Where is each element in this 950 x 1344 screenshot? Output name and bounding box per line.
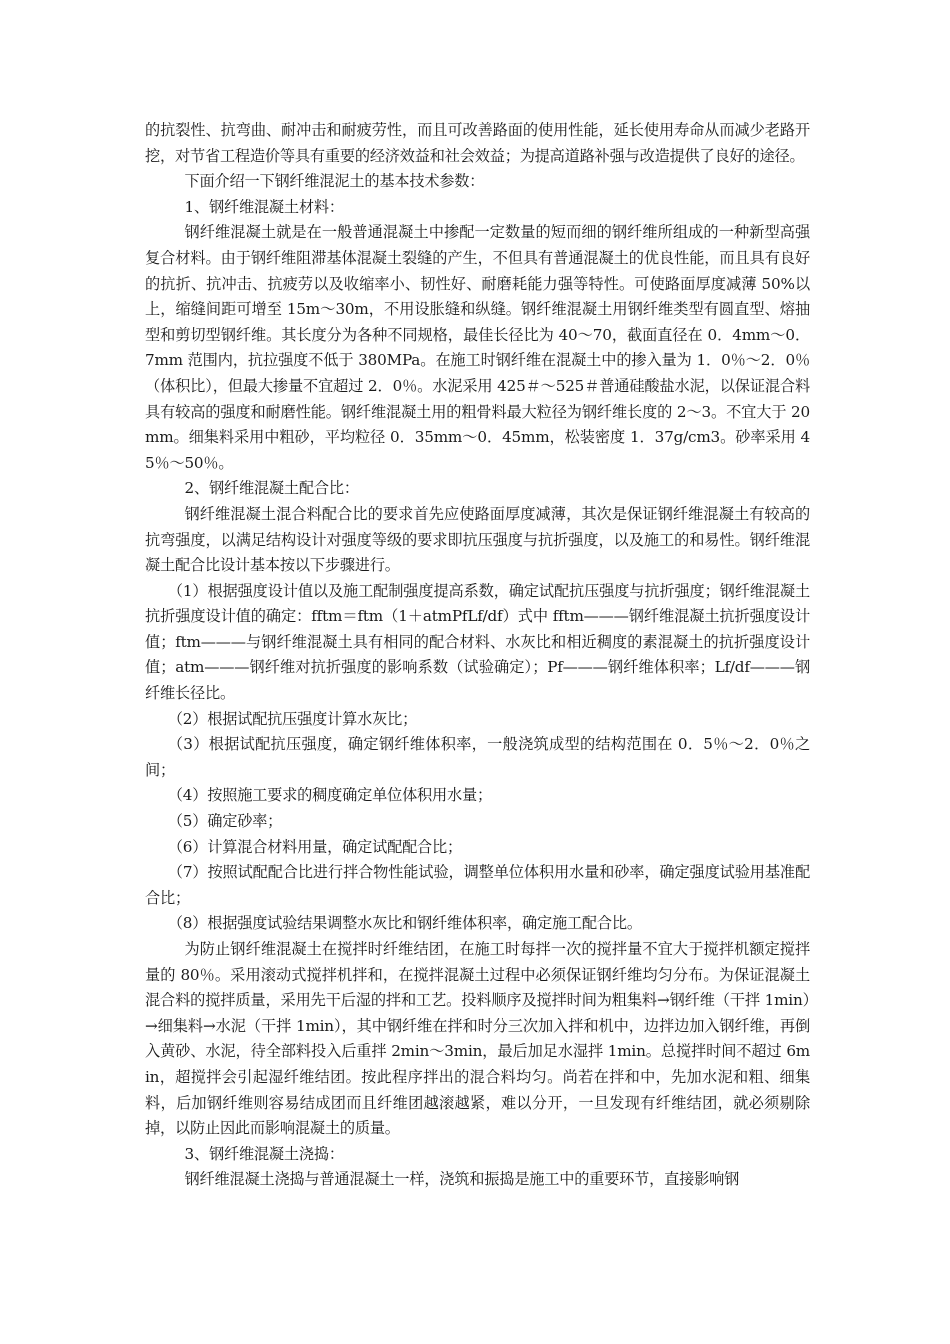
step-4: （4）按照施工要求的稠度确定单位体积用水量； [167, 786, 492, 805]
paragraph-mixing: 为防止钢纤维混凝土在搅拌时纤维结团，在施工时每拌一次的搅拌量不宜大于搅拌机额定搅拌量的 80％。采用滚动式搅拌机拌和，在搅拌混凝土过程中必须保证钢纤维均匀分布。为保证混凝土混合料的搅拌质量，采用先干后湿的拌和工艺。投料顺序及搅拌时间为粗集料→钢纤维（干拌 1min）→细集料→水泥（干拌 1min），其中钢纤维在拌和时分三次加入拌和机中，边拌边加入钢纤维，再倒入黄砂、水泥，待全部料投入后重拌 2min～3min，最后加足水湿拌 1min。总搅拌时间不超过 6min，超搅拌会引起湿纤维结团。按此程序拌出的混合料均匀。尚若在拌和中，先加水泥和粗、细集料，后加钢纤维则容易结成团而且纤维团越滚越紧，难以分开，一旦发现有纤维结团，就必须剔除掉，以防止因此而影响混凝土的质量。 [145, 940, 810, 1138]
step-1: （1）根据强度设计值以及施工配制强度提高系数，确定试配抗压强度与抗折强度；钢纤维混凝土抗折强度设计值的确定：fftm＝ftm（1＋atmPfLf/df）式中 fftm———钢纤维混凝土抗折强度设计值；ftm———与钢纤维混凝土具有相同的配合材料、水灰比和相近稠度的素混凝土的抗折强度设计值；atm———钢纤维对抗折强度的影响系数（试验确定）；Pf———钢纤维体积率；Lf/df———钢纤维长径比。 [145, 581, 810, 703]
section-heading-materials: 1、钢纤维混凝土材料： [184, 197, 344, 216]
paragraph-intro: 下面介绍一下钢纤维混泥土的基本技术参数： [184, 172, 485, 191]
step-7: （7）按照试配配合比进行拌合物性能试验，调整单位体积用水量和砂率，确定强度试验用基准配合比； [145, 863, 810, 907]
step-5: （5）确定砂率； [167, 812, 283, 831]
step-2: （2）根据试配抗压强度计算水灰比； [167, 709, 418, 728]
paragraph-materials: 钢纤维混凝土就是在一般普通混凝土中掺配一定数量的短而细的钢纤维所组成的一种新型高强复合材料。由于钢纤维阻滞基体混凝土裂缝的产生，不但具有普通混凝土的优良性能，而且具有良好的抗折、抗冲击、抗疲劳以及收缩率小、韧性好、耐磨耗能力强等特性。可使路面厚度减薄 50%以上，缩缝间距可增至 15m～30m，不用设胀缝和纵缝。钢纤维混凝土用钢纤维类型有圆直型、熔抽型和剪切型钢纤维。其长度分为各种不同规格，最佳长径比为 40～70，截面直径在 0．4mm～0．7mm 范围内，抗拉强度不低于 380MPa。在施工时钢纤维在混凝土中的掺入量为 1．0％～2．0％（体积比），但最大掺量不宜超过 2．0％。水泥采用 425＃～525＃普通硅酸盐水泥，以保证混合料具有较高的强度和耐磨性能。钢纤维混凝土用的粗骨料最大粒径为钢纤维长度的 2～3。不宜大于 20mm。细集料采用中粗砂，平均粒径 0．35mm～0．45mm，松装密度 1．37g/cm3。砂率采用 45％～50％。 [145, 223, 810, 472]
paragraph-pouring: 钢纤维混凝土浇捣与普通混凝土一样，浇筑和振捣是施工中的重要环节，直接影响钢 [184, 1170, 740, 1189]
step-3: （3）根据试配抗压强度，确定钢纤维体积率，一般浇筑成型的结构范围在 0．5％～2．0％之间； [145, 735, 810, 779]
paragraph-continuation: 的抗裂性、抗弯曲、耐冲击和耐疲劳性，而且可改善路面的使用性能，延长使用寿命从而减少老路开挖，对节省工程造价等具有重要的经济效益和社会效益；为提高道路补强与改造提供了良好的途径。 [145, 121, 810, 165]
step-8: （8）根据强度试验结果调整水灰比和钢纤维体积率，确定施工配合比。 [167, 914, 642, 933]
section-heading-mix-ratio: 2、钢纤维混凝土配合比： [184, 479, 359, 498]
document-body [145, 118, 810, 1193]
section-heading-pouring: 3、钢纤维混凝土浇捣： [184, 1144, 344, 1163]
paragraph-mix-ratio: 钢纤维混凝土混合料配合比的要求首先应使路面厚度减薄，其次是保证钢纤维混凝土有较高的抗弯强度，以满足结构设计对强度等级的要求即抗压强度与抗折强度，以及施工的和易性。钢纤维混凝土配合比设计基本按以下步骤进行。 [145, 504, 810, 575]
step-6: （6）计算混合材料用量，确定试配配合比； [167, 837, 463, 856]
